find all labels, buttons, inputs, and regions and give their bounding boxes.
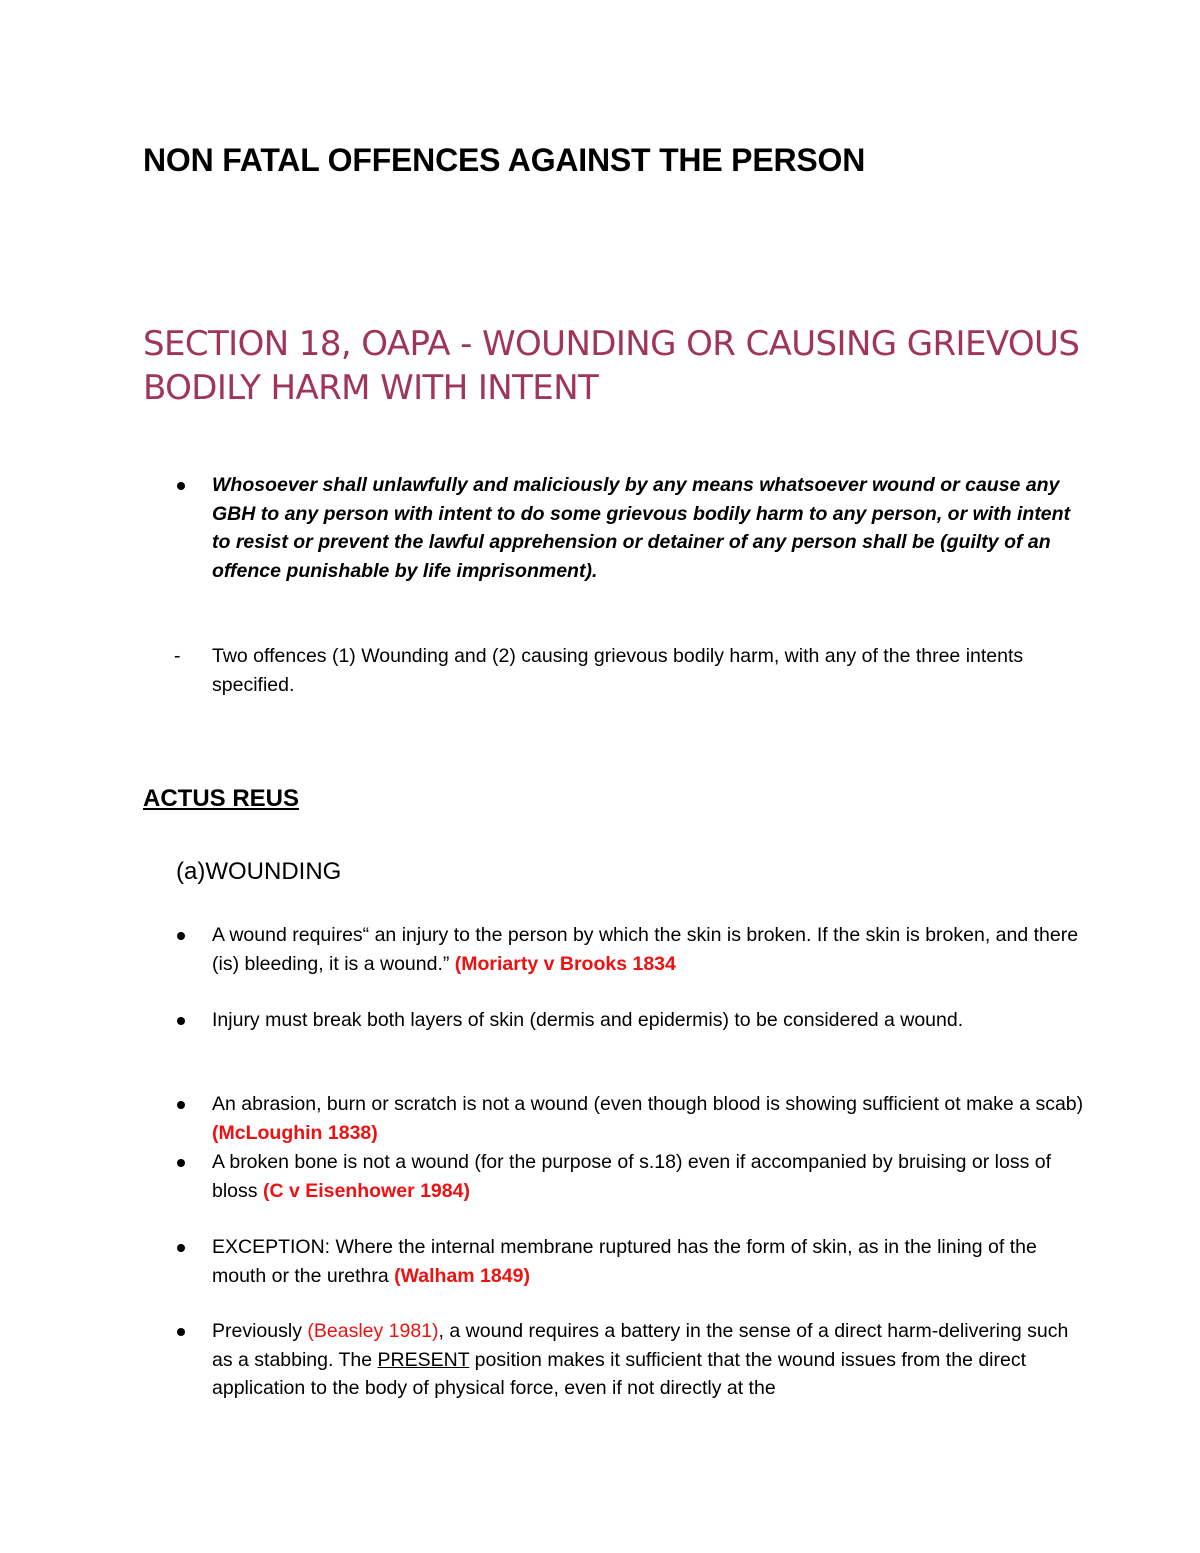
list-item — [212, 1317, 1092, 1403]
case-citation: (Beasley 1981) — [307, 1320, 439, 1342]
case-citation: (McLoughin 1838) — [212, 1121, 378, 1144]
list-item — [212, 921, 1092, 978]
list-item-text: , a wound requires a battery in the sense of a direct harm-delivering such as a stabbing. The — [212, 1320, 1069, 1371]
section-heading: SECTION 18, OAPA - WOUNDING OR CAUSING GRIEVOUS BODILY HARM WITH INTENT — [143, 324, 1080, 408]
wounding-subheading: (a)WOUNDING — [176, 858, 342, 885]
list-item — [212, 1090, 1092, 1147]
emphasis-underlined: PRESENT — [377, 1348, 470, 1371]
list-item-text: position makes it sufficient that the wound issues from the direct application to the body of physical force, even if not directly at the — [212, 1348, 1027, 1400]
list-item — [212, 1233, 1092, 1290]
bullet-icon — [177, 1159, 185, 1167]
case-citation: (Walham 1849) — [394, 1264, 530, 1287]
bullet-icon — [177, 1017, 185, 1025]
bullet-icon — [177, 932, 185, 940]
bullet-icon — [177, 482, 185, 490]
list-item — [212, 1148, 1092, 1205]
list-item-text: EXCEPTION: Where the internal membrane ruptured has the form of skin, as in the lining of the mouth or the urethra — [212, 1236, 1037, 1287]
bullet-icon — [177, 1328, 185, 1336]
bullet-icon — [177, 1244, 185, 1252]
list-item-text: An abrasion, burn or scratch is not a wound (even though blood is showing sufficient ot make a scab) — [212, 1093, 1084, 1115]
bullet-icon — [177, 1101, 185, 1109]
statute-quote: Whosoever shall unlawfully and maliciously by any means whatsoever wound or cause any GBH to any person with intent to do some grievous bodily harm to any person, or with intent to resist or prevent the lawful apprehension or detainer of any person shall be (guilty of an offence punishable by life imprisonment). — [212, 474, 1071, 582]
case-citation: (C v Eisenhower 1984) — [262, 1179, 470, 1202]
dash-marker: - — [174, 645, 181, 667]
list-item-text: Previously — [212, 1320, 308, 1342]
list-item-text: A wound requires“ an injury to the person by which the skin is broken. If the skin is broken, and there (is) bleeding, it is a wound.” — [212, 924, 1079, 975]
list-item-text: A broken bone is not a wound (for the purpose of s.18) even if accompanied by bruising or loss of bloss — [212, 1151, 1051, 1202]
case-citation: (Moriarty v Brooks 1834 — [454, 952, 676, 975]
list-item-text: Injury must break both layers of skin (dermis and epidermis) to be considered a wound. — [212, 1009, 964, 1031]
document-title: NON FATAL OFFENCES AGAINST THE PERSON — [143, 142, 866, 178]
list-item — [212, 1006, 1092, 1035]
actus-reus-heading: ACTUS REUS — [143, 785, 300, 812]
dash-list-item: Two offences (1) Wounding and (2) causing grievous bodily harm, with any of the three intents specified. — [212, 645, 1024, 696]
